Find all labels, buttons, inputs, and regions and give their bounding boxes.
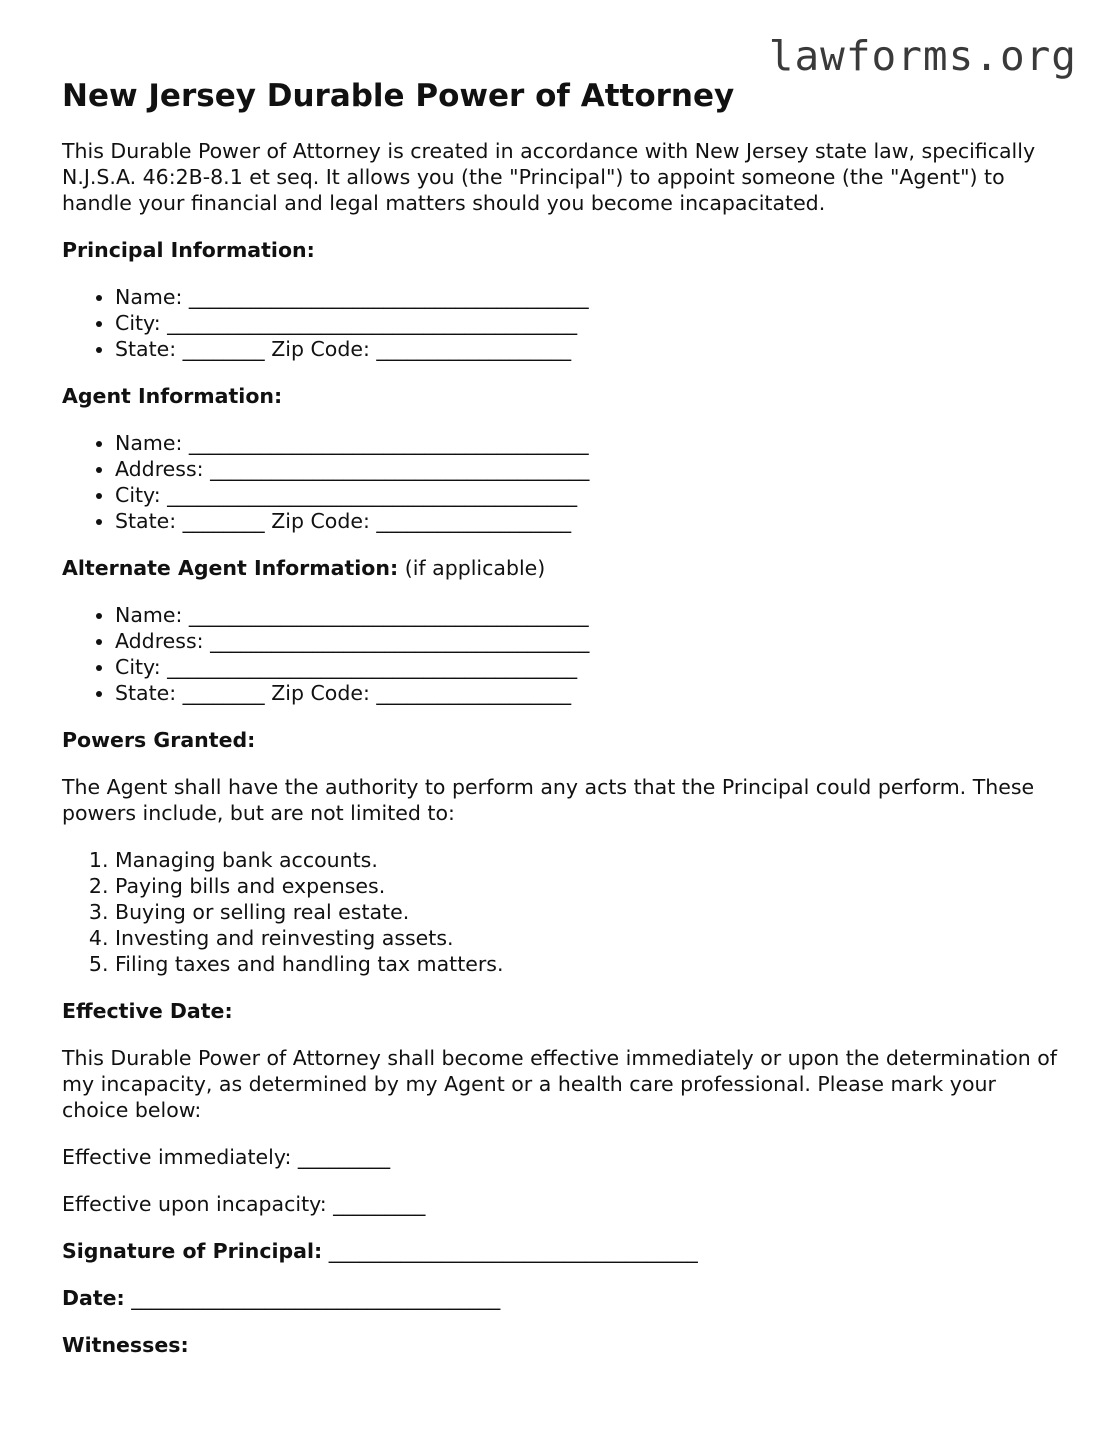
power-item: 4. Investing and reinvesting assets. — [115, 925, 1062, 951]
effective-immediately-field[interactable]: Effective immediately: _________ — [62, 1145, 391, 1169]
date-blank[interactable]: ____________________________________ — [124, 1286, 501, 1310]
agent-state-zip-field[interactable]: • State: ________ Zip Code: ___________________ — [115, 508, 1062, 534]
agent-heading: Agent Information: — [62, 384, 283, 408]
power-item: 1. Managing bank accounts. — [115, 847, 1062, 873]
date-line[interactable] — [62, 1285, 1062, 1311]
powers-heading: Powers Granted: — [62, 728, 256, 752]
watermark-logo: lawforms.org — [768, 32, 1077, 80]
document-page — [62, 78, 1062, 1379]
alternate-state-zip-field[interactable]: • State: ________ Zip Code: ___________________ — [115, 680, 1062, 706]
effective-incapacity-field[interactable]: Effective upon incapacity: _________ — [62, 1192, 426, 1216]
principal-fields — [62, 284, 1062, 362]
principal-city-field[interactable]: • City: ________________________________________ — [115, 310, 1062, 336]
alternate-city-field[interactable]: • City: ________________________________________ — [115, 654, 1062, 680]
power-item: 3. Buying or selling real estate. — [115, 899, 1062, 925]
signature-blank[interactable]: ____________________________________ — [322, 1239, 698, 1263]
alternate-address-field[interactable]: • Address: _____________________________________ — [115, 628, 1062, 654]
power-item: 2. Paying bills and expenses. — [115, 873, 1062, 899]
agent-city-field[interactable]: • City: ________________________________________ — [115, 482, 1062, 508]
principal-name-field[interactable]: • Name: _______________________________________ — [115, 284, 1062, 310]
agent-address-field[interactable]: • Address: _____________________________________ — [115, 456, 1062, 482]
alternate-note: (if applicable) — [398, 556, 546, 580]
effective-text: This Durable Power of Attorney shall become effective immediately or upon the determination of my incapacity, as determined by my Agent or a health care professional. Please mark your choice below: — [62, 1046, 1058, 1122]
alternate-name-field[interactable]: • Name: _______________________________________ — [115, 602, 1062, 628]
power-item: 5. Filing taxes and handling tax matters. — [115, 951, 1062, 977]
signature-label: Signature of Principal: — [62, 1239, 323, 1263]
intro-paragraph: This Durable Power of Attorney is created in accordance with New Jersey state law, specifically N.J.S.A. 46:2B-8.1 et seq. It allows you (the "Principal") to appoint someone (the "Agent") to handle your financial and legal matters should you become incapacitated. — [62, 139, 1036, 215]
alternate-heading: Alternate Agent Information: — [62, 556, 399, 580]
alternate-fields — [62, 602, 1062, 706]
alternate-heading-line — [62, 555, 1062, 581]
page-title: New Jersey Durable Power of Attorney — [62, 78, 735, 114]
effective-heading: Effective Date: — [62, 999, 233, 1023]
principal-state-zip-field[interactable]: • State: ________ Zip Code: ___________________ — [115, 336, 1062, 362]
date-label: Date: — [62, 1286, 125, 1310]
agent-fields — [62, 430, 1062, 534]
powers-text: The Agent shall have the authority to perform any acts that the Principal could perform. These powers include, but are not limited to: — [62, 775, 1035, 825]
signature-line[interactable] — [62, 1238, 1062, 1264]
agent-name-field[interactable]: • Name: _______________________________________ — [115, 430, 1062, 456]
principal-heading: Principal Information: — [62, 238, 315, 262]
witnesses-heading: Witnesses: — [62, 1333, 189, 1357]
powers-list — [62, 847, 1062, 977]
